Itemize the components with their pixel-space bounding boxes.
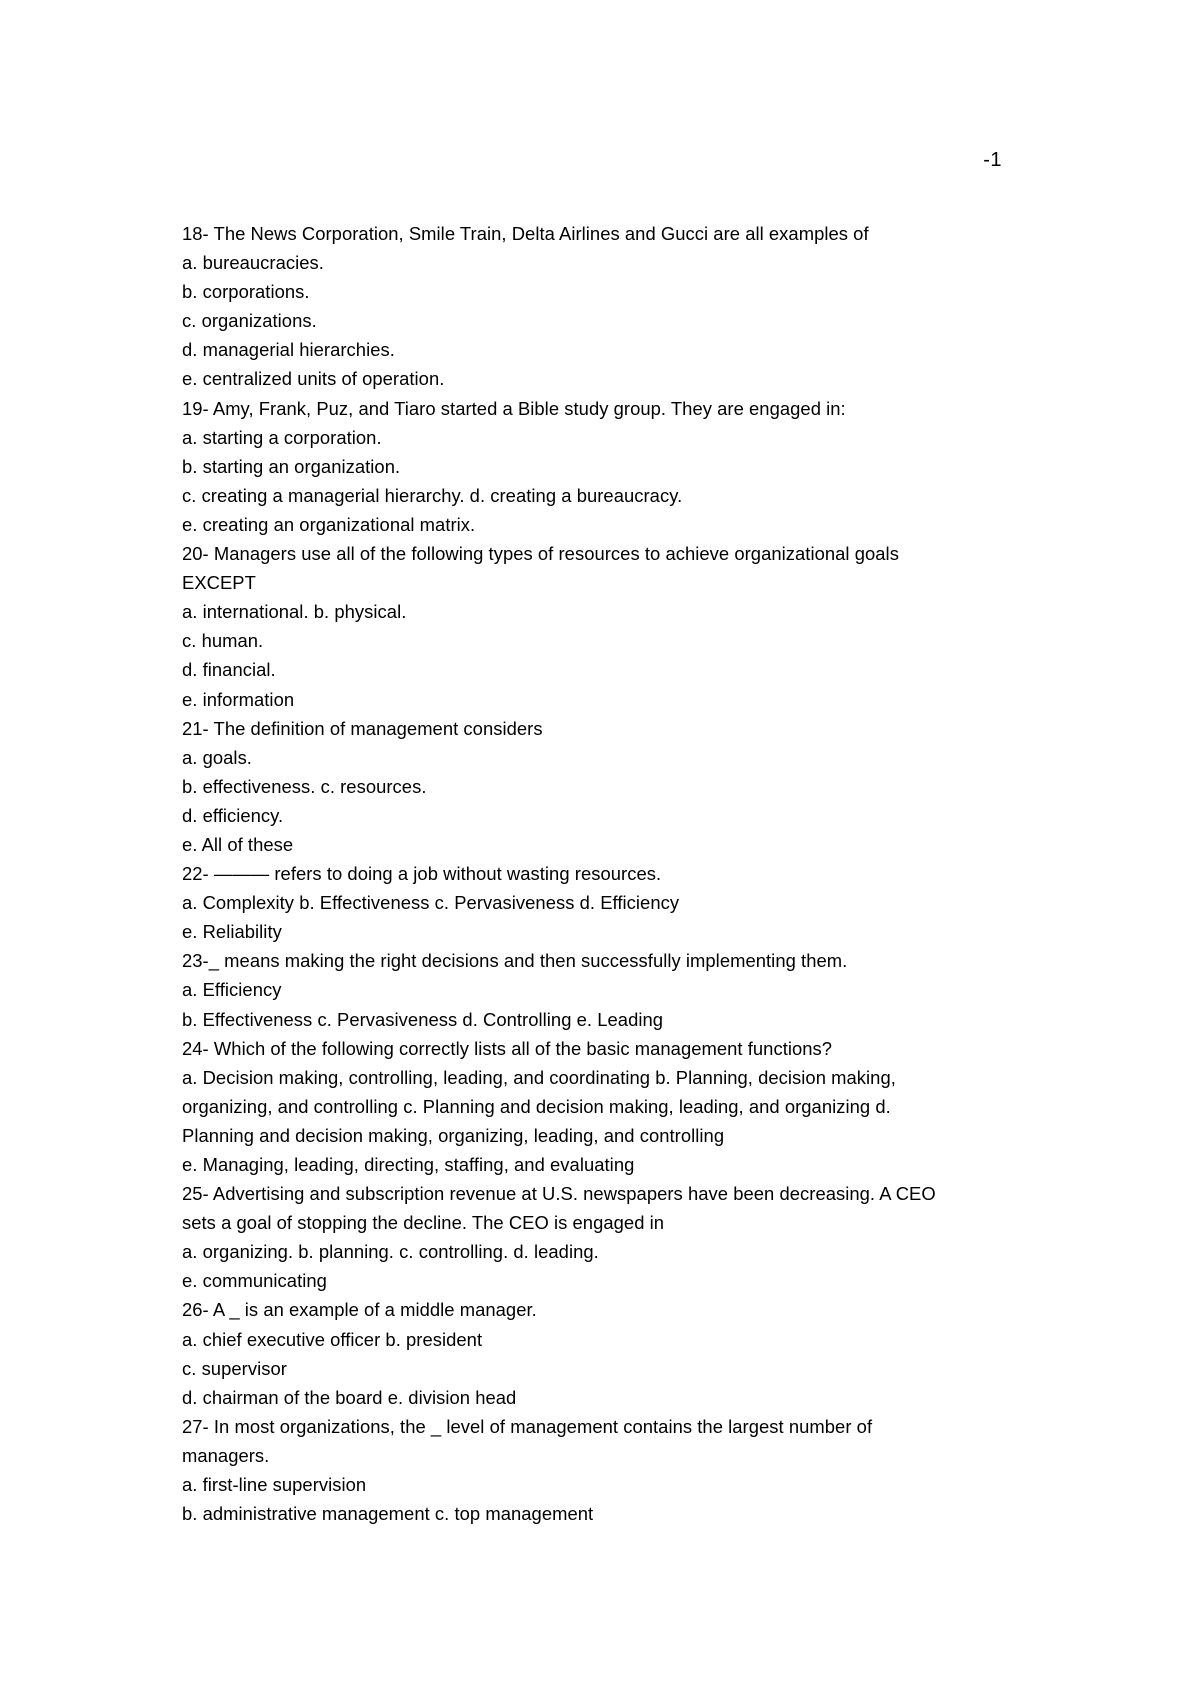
question-20-option-a-b: a. international. b. physical. <box>182 601 407 623</box>
question-19-stem: 19- Amy, Frank, Puz, and Tiaro started a Bible study group. They are engaged in: <box>182 397 846 419</box>
question-26-option-c: c. supervisor <box>182 1357 287 1379</box>
question-26-stem: 26- A _ is an example of a middle manager. <box>182 1299 537 1321</box>
question-20-option-d: d. financial. <box>182 659 276 681</box>
question-25-option-e: e. communicating <box>182 1270 327 1292</box>
question-19-option-e: e. creating an organizational matrix. <box>182 513 476 535</box>
question-23-options-b-e: b. Effectiveness c. Pervasiveness d. Controlling e. Leading <box>182 1008 664 1030</box>
question-22-options-a-d: a. Complexity b. Effectiveness c. Pervasiveness d. Efficiency <box>182 892 680 914</box>
question-18-option-a: a. bureaucracies. <box>182 252 324 274</box>
question-21-stem: 21- The definition of management considers <box>182 717 543 739</box>
question-27-option-a: a. first-line supervision <box>182 1474 367 1496</box>
question-23-option-a: a. Efficiency <box>182 979 282 1001</box>
question-21-option-a: a. goals. <box>182 746 252 768</box>
question-19-option-c-d: c. creating a managerial hierarchy. d. creating a bureaucracy. <box>182 484 683 506</box>
question-24-options-line-2: organizing, and controlling c. Planning and decision making, leading, and organizing d. <box>182 1095 891 1117</box>
question-24-option-e: e. Managing, leading, directing, staffing, and evaluating <box>182 1154 635 1175</box>
question-20-stem-continued: EXCEPT <box>182 572 256 594</box>
question-25-options-a-d: a. organizing. b. planning. c. controlling. d. leading. <box>182 1241 599 1263</box>
question-26-options-a-b: a. chief executive officer b. president <box>182 1328 483 1350</box>
question-21-option-d: d. efficiency. <box>182 804 284 826</box>
question-18-option-c: c. organizations. <box>182 310 317 332</box>
question-20-stem: 20- Managers use all of the following types of resources to achieve organizational goals <box>182 543 899 565</box>
question-24-stem: 24- Which of the following correctly lists all of the basic management functions? <box>182 1037 833 1059</box>
question-18-option-d: d. managerial hierarchies. <box>182 339 395 361</box>
question-18-stem: 18- The News Corporation, Smile Train, Delta Airlines and Gucci are all examples of <box>182 223 869 244</box>
question-text-block <box>182 219 1012 1528</box>
question-25-stem-continued: sets a goal of stopping the decline. The CEO is engaged in <box>182 1212 665 1234</box>
question-22-stem: 22- ——— refers to doing a job without wasting resources. <box>182 863 662 885</box>
question-25-stem: 25- Advertising and subscription revenue at U.S. newspapers have been decreasing. A CEO <box>182 1183 936 1205</box>
question-20-option-c: c. human. <box>182 630 264 652</box>
question-27-options-b-c: b. administrative management c. top management <box>182 1503 594 1525</box>
question-19-option-b: b. starting an organization. <box>182 455 401 477</box>
question-21-option-e: e. All of these <box>182 833 294 855</box>
question-27-stem: 27- In most organizations, the _ level of management contains the largest number of <box>182 1415 873 1437</box>
question-22-option-e: e. Reliability <box>182 921 282 943</box>
question-21-option-b-c: b. effectiveness. c. resources. <box>182 775 427 797</box>
question-18-option-b: b. corporations. <box>182 281 310 303</box>
question-24-options-line-3: Planning and decision making, organizing, leading, and controlling <box>182 1124 725 1146</box>
page-number: -1 <box>983 149 1002 171</box>
question-27-stem-continued: managers. <box>182 1444 270 1466</box>
question-24-options-line-1: a. Decision making, controlling, leading, and coordinating b. Planning, decision making, <box>182 1066 896 1088</box>
question-20-option-e: e. information <box>182 688 295 710</box>
question-18-option-e: e. centralized units of operation. <box>182 368 445 390</box>
question-19-option-a: a. starting a corporation. <box>182 426 382 448</box>
question-26-options-d-e: d. chairman of the board e. division head <box>182 1386 517 1408</box>
question-23-stem: 23-_ means making the right decisions and then successfully implementing them. <box>182 950 848 972</box>
